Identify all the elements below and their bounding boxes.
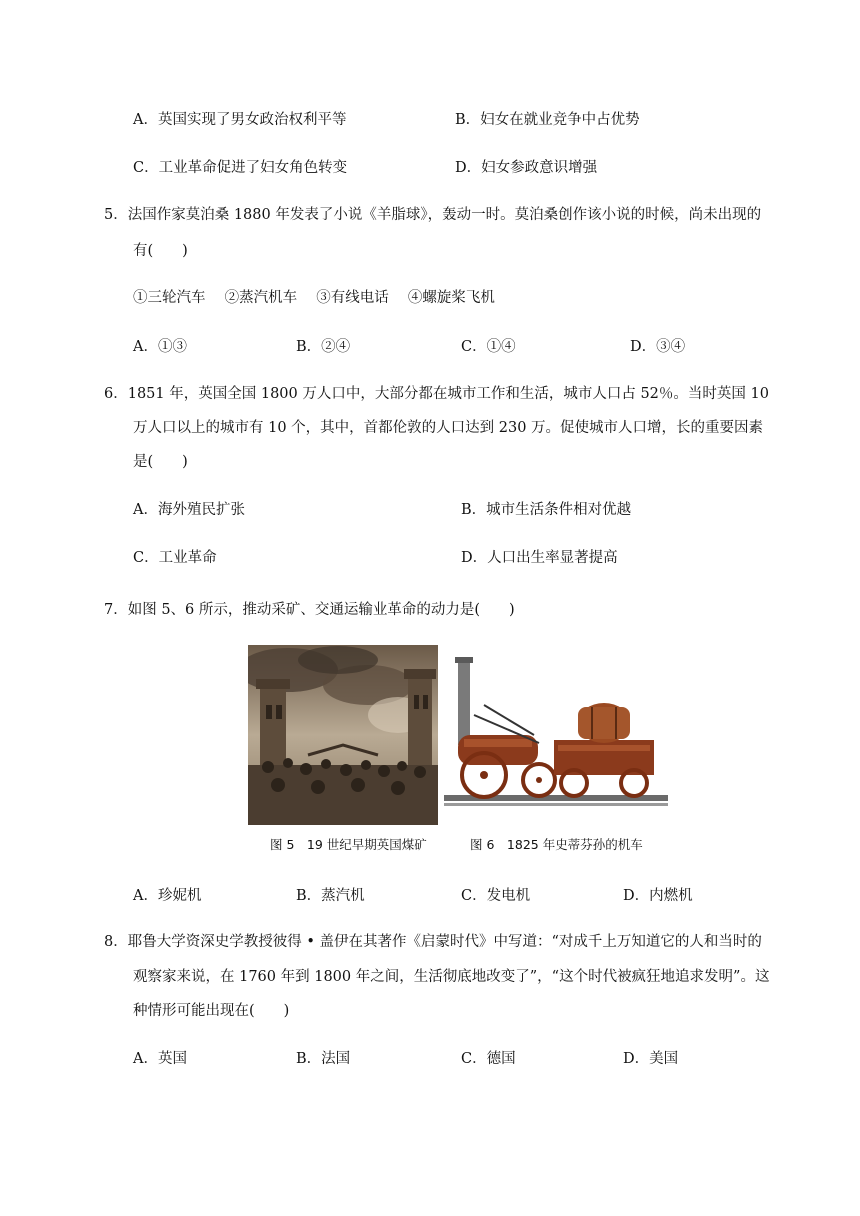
q8-option-a: A．英国: [133, 1051, 187, 1067]
q8-option-b: B．法国: [296, 1051, 351, 1067]
q5-items: ①三轮汽车 ②蒸汽机车 ③有线电话 ④螺旋桨飞机: [133, 290, 495, 306]
q6-option-b: B．城市生活条件相对优越: [461, 502, 632, 518]
q6-stem-line-2: 万人口以上的城市有 10 个，其中，首都伦敦的人口达到 230 万。促使城市人口增，长的重要因素: [133, 420, 764, 436]
q6-option-d: D．人口出生率显著提高: [461, 550, 618, 566]
figure-6-caption: 图 6 1825 年史蒂芬孙的机车: [470, 837, 643, 852]
q6-option-c: C．工业革命: [133, 550, 217, 566]
q4-option-a: A．英国实现了男女政治权利平等: [133, 112, 347, 128]
q8-stem-line-2: 观察家来说，在 1760 年到 1800 年之间，生活彻底地改变了”，“这个时代被疯狂地追求发明”。这: [133, 969, 770, 985]
q5-option-b: B．②④: [296, 339, 351, 355]
q7-option-a: A．珍妮机: [133, 888, 202, 904]
q7-option-c: C．发电机: [461, 888, 531, 904]
q7-option-b: B．蒸汽机: [296, 888, 365, 904]
q8-stem-line-3: 种情形可能出现在( ): [133, 1003, 290, 1019]
q6-stem-line-1: 6．1851 年，英国全国 1800 万人口中，大部分都在城市工作和生活，城市人口占 52％。当时英国 10: [104, 386, 769, 402]
q5-stem-line-2: 有( ): [133, 243, 188, 259]
q8-option-d: D．美国: [623, 1051, 679, 1067]
q7-option-d: D．内燃机: [623, 888, 693, 904]
q8-option-c: C．德国: [461, 1051, 516, 1067]
q6-stem-line-3: 是( ): [133, 454, 188, 470]
q4-option-c: C．工业革命促进了妇女角色转变: [133, 160, 348, 176]
q4-option-b: B．妇女在就业竞争中占优势: [455, 112, 640, 128]
figure-5-caption: 图 5 19 世纪早期英国煤矿: [270, 837, 427, 852]
locomotive-image: [444, 645, 668, 825]
q7-stem-line-1: 7．如图 5、6 所示，推动采矿、交通运输业革命的动力是( ): [104, 602, 515, 618]
q7-figure: [248, 645, 668, 860]
coal-mine-image: [248, 645, 438, 825]
q5-option-c: C．①④: [461, 339, 516, 355]
q6-option-a: A．海外殖民扩张: [133, 502, 245, 518]
q5-stem-line-1: 5．法国作家莫泊桑 1880 年发表了小说《羊脂球》，轰动一时。莫泊桑创作该小说的时候，尚未出现的: [104, 207, 762, 223]
q5-option-a: A．①③: [133, 339, 187, 355]
q4-option-d: D．妇女参政意识增强: [455, 160, 598, 176]
q5-option-d: D．③④: [630, 339, 686, 355]
q8-stem-line-1: 8．耶鲁大学资深史学教授彼得 • 盖伊在其著作《启蒙时代》中写道：“对成千上万知道它的人和当时的: [104, 934, 762, 950]
